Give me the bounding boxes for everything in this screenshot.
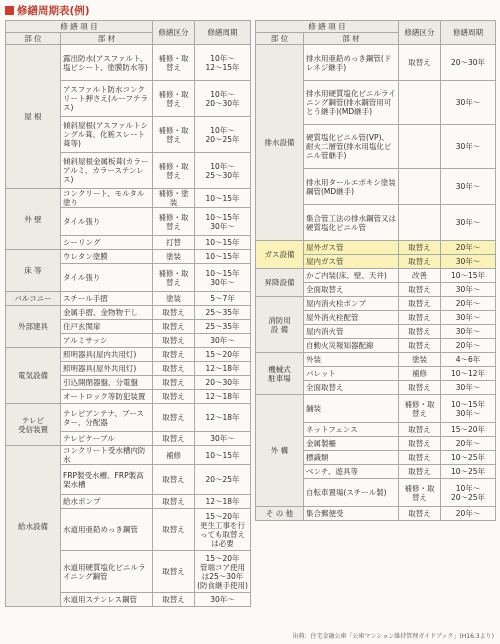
kind-cell: 補修・塗装 (153, 189, 195, 208)
material-cell: シーリング (61, 236, 153, 250)
period-cell: 10年〜 20〜25年 (441, 479, 496, 507)
category-cell: 床 等 (6, 250, 61, 292)
table-row (6, 404, 251, 432)
table-row (6, 45, 251, 81)
kind-cell: 取替え (153, 306, 195, 320)
title-square-icon (5, 6, 14, 15)
material-cell: 露出防水(アスファルト、塩ビシート、塗膜防水等) (61, 45, 153, 81)
kind-cell: 補修・取替え (153, 117, 195, 153)
cycle-table-left (5, 20, 251, 607)
period-cell: 25〜35年 (195, 306, 251, 320)
period-cell: 10年〜 25〜30年 (195, 153, 251, 189)
period-cell: 20〜30年 (195, 376, 251, 390)
kind-cell: 取替え (399, 325, 441, 339)
header-part: 部 位 (6, 33, 61, 45)
kind-cell: 取替え (153, 320, 195, 334)
category-cell: 機械式 駐車場 (256, 353, 304, 395)
category-cell: 屋 根 (6, 45, 61, 189)
period-cell: 30年〜 (441, 311, 496, 325)
kind-cell: 取替え (153, 593, 195, 607)
period-cell: 30年〜 (441, 169, 496, 205)
material-cell: 屋内消火管 (304, 325, 399, 339)
period-cell: 30年〜 (441, 255, 496, 269)
kind-cell: 補修・取替え (153, 153, 195, 189)
kind-cell: 取替え (399, 297, 441, 311)
material-cell: 屋外消火栓配管 (304, 311, 399, 325)
material-cell: テレビアンテナ、ブースター、分配器 (61, 404, 153, 432)
period-cell: 30年〜 (195, 593, 251, 607)
kind-cell (399, 205, 441, 241)
period-cell: 20〜25年 (195, 465, 251, 495)
kind-cell: 補修・取替え (153, 208, 195, 236)
period-cell: 12〜18年 (195, 495, 251, 509)
period-cell: 12〜18年 (195, 404, 251, 432)
material-cell: 排水用タールエポキシ塗装鋼管(MD継手) (304, 169, 399, 205)
period-cell: 4〜6年 (441, 353, 496, 367)
kind-cell: 補修 (399, 367, 441, 381)
kind-cell: 打替 (153, 236, 195, 250)
header-item: 修 繕 項 目 (256, 21, 399, 33)
period-cell: 30年〜 (441, 125, 496, 169)
table-row (256, 241, 496, 255)
header-period: 修繕周期 (441, 21, 496, 45)
kind-cell: 補修・取替え (399, 479, 441, 507)
kind-cell: 取替え (153, 376, 195, 390)
material-cell: ベンチ、遊具等 (304, 465, 399, 479)
period-cell: 12〜18年 (195, 362, 251, 376)
period-cell: 15〜20年 管端コア使用は25〜30年 (防食継手使用) (195, 551, 251, 593)
table-row (6, 306, 251, 320)
kind-cell: 改善 (399, 269, 441, 283)
table-row (256, 269, 496, 283)
category-cell: 昇降設備 (256, 269, 304, 297)
material-cell: 屋内消火栓ポンプ (304, 297, 399, 311)
period-cell: 20年〜 (441, 297, 496, 311)
kind-cell: 取替え (153, 362, 195, 376)
kind-cell (399, 169, 441, 205)
period-cell: 10年〜 20〜30年 (195, 81, 251, 117)
period-cell: 30年〜 (441, 381, 496, 395)
table-row (6, 250, 251, 264)
material-cell: 硬質塩化ビニル管(VP)、耐火二層管(排水用塩化ビニル管継手) (304, 125, 399, 169)
material-cell: 金属手摺、金物物干し (61, 306, 153, 320)
kind-cell: 補修 (153, 446, 195, 465)
material-cell: かご内装(床、壁、天井) (304, 269, 399, 283)
table-row (256, 353, 496, 367)
material-cell: 住戸玄関扉 (61, 320, 153, 334)
kind-cell: 取替え (399, 241, 441, 255)
material-cell: 水道用亜鉛めっき鋼管 (61, 509, 153, 551)
period-cell: 10〜15年 (441, 269, 496, 283)
table-row (256, 395, 496, 423)
kind-cell (399, 81, 441, 125)
kind-cell: 取替え (153, 509, 195, 551)
header-part: 部 位 (256, 33, 304, 45)
kind-cell: 取替え (153, 432, 195, 446)
material-cell: 照明器具(屋外共用灯) (61, 362, 153, 376)
table-row (6, 348, 251, 362)
material-cell: アルミサッシ (61, 334, 153, 348)
kind-cell: 取替え (399, 437, 441, 451)
material-cell: ウレタン塗膜 (61, 250, 153, 264)
period-cell: 10〜12年 (441, 367, 496, 381)
period-cell: 15〜20年 更生工事を行っても取替えは必要 (195, 509, 251, 551)
period-cell: 10〜15年 (195, 446, 251, 465)
material-cell: 水道用硬質塩化ビニルライニング鋼管 (61, 551, 153, 593)
period-cell: 15〜20年 (441, 423, 496, 437)
period-cell: 10年〜 12〜15年 (195, 45, 251, 81)
source-note: 出典：住宅金融公庫「公庫マンション維持管理ガイドブック」(H16.3より) (292, 633, 494, 640)
table-row (6, 446, 251, 465)
material-cell: 傾斜屋根(アスファルトシングル葺、化粧スレート葺等) (61, 117, 153, 153)
material-cell: コンクリート受水槽内防水 (61, 446, 153, 465)
period-cell: 20〜30年 (441, 45, 496, 81)
period-cell: 10〜15年 30年〜 (441, 395, 496, 423)
period-cell: 30年〜 (441, 81, 496, 125)
period-cell: 10年〜 20〜25年 (195, 117, 251, 153)
period-cell: 15〜20年 (195, 348, 251, 362)
material-cell: 全面取替え (304, 283, 399, 297)
kind-cell: 取替え (153, 334, 195, 348)
category-cell: 排水設備 (256, 45, 304, 241)
material-cell: テレビケーブル (61, 432, 153, 446)
material-cell: 屋外ガス管 (304, 241, 399, 255)
material-cell: 給水ポンプ (61, 495, 153, 509)
category-cell: 外 壁 (6, 189, 61, 250)
table-row (6, 189, 251, 208)
period-cell: 10〜25年 (441, 465, 496, 479)
period-cell: 30年〜 (441, 205, 496, 241)
kind-cell: 塗装 (153, 250, 195, 264)
material-cell: 排水用硬質塩化ビニルライニング鋼管(排水鋼管用可とう継手)(MD継手) (304, 81, 399, 125)
material-cell: 金属製柵 (304, 437, 399, 451)
category-cell: 電気設備 (6, 348, 61, 404)
category-cell: バルコニー (6, 292, 61, 306)
period-cell: 20年〜 (441, 241, 496, 255)
period-cell: 20年〜 (441, 339, 496, 353)
kind-cell: 取替え (153, 348, 195, 362)
period-cell: 10〜15年 (195, 189, 251, 208)
kind-cell: 取替え (399, 507, 441, 521)
header-kind: 修繕区分 (153, 21, 195, 45)
header-item: 修 繕 項 目 (6, 21, 153, 33)
kind-cell: 取替え (399, 283, 441, 297)
page-title (5, 3, 90, 17)
material-cell: 集合管工法の排水鋼管又は硬質塩化ビニル管 (304, 205, 399, 241)
period-cell: 5〜7年 (195, 292, 251, 306)
material-cell: 水道用ステンレス鋼管 (61, 593, 153, 607)
category-cell: ガス設備 (256, 241, 304, 269)
period-cell: 10〜25年 (441, 451, 496, 465)
category-cell: 外部建具 (6, 306, 61, 348)
period-cell: 10〜15年 30年〜 (195, 208, 251, 236)
kind-cell: 塗装 (153, 292, 195, 306)
header-material: 部 材 (61, 33, 153, 45)
material-cell: 傾斜屋根金属板葺(カラーアルミ、カラーステンレス) (61, 153, 153, 189)
period-cell: 10〜15年 30年〜 (195, 264, 251, 292)
header-material: 部 材 (304, 33, 399, 45)
table-row (6, 292, 251, 306)
material-cell: 屋内ガス管 (304, 255, 399, 269)
kind-cell: 取替え (399, 311, 441, 325)
kind-cell: 取替え (153, 495, 195, 509)
material-cell: 自転車置場(スチール製) (304, 479, 399, 507)
kind-cell: 補修・取替え (153, 45, 195, 81)
kind-cell: 取替え (153, 404, 195, 432)
table-row (256, 45, 496, 81)
period-cell: 10〜15年 (195, 250, 251, 264)
title-text: 修繕周期表(例) (17, 4, 90, 17)
material-cell: 排水用亜鉛めっき鋼管(ドレネジ継手) (304, 45, 399, 81)
category-cell: 給水設備 (6, 446, 61, 607)
cycle-table-right (255, 20, 496, 521)
period-cell: 20年〜 (441, 437, 496, 451)
material-cell: コンクリート、モルタル塗り (61, 189, 153, 208)
period-cell: 20年〜 (441, 507, 496, 521)
period-cell: 25〜35年 (195, 320, 251, 334)
material-cell: 自動火災報知器配線 (304, 339, 399, 353)
header-period: 修繕周期 (195, 21, 251, 45)
material-cell: 外装 (304, 353, 399, 367)
kind-cell: 補修・取替え (399, 395, 441, 423)
material-cell: ネットフェンス (304, 423, 399, 437)
period-cell: 10〜15年 (195, 236, 251, 250)
kind-cell: 取替え (153, 465, 195, 495)
kind-cell: 塗装 (399, 353, 441, 367)
material-cell: オートロック等防犯装置 (61, 390, 153, 404)
period-cell: 30年〜 (195, 432, 251, 446)
kind-cell: 取替え (399, 45, 441, 81)
material-cell: 集合郵便受 (304, 507, 399, 521)
category-cell: 外 構 (256, 395, 304, 507)
material-cell: 標識類 (304, 451, 399, 465)
period-cell: 30年〜 (195, 334, 251, 348)
kind-cell: 取替え (399, 381, 441, 395)
category-cell: そ の 他 (256, 507, 304, 521)
table-row (256, 507, 496, 521)
material-cell: FRP製受水槽、FRP製高架水槽 (61, 465, 153, 495)
kind-cell: 取替え (399, 255, 441, 269)
kind-cell: 補修・取替え (153, 81, 195, 117)
material-cell: 舗装 (304, 395, 399, 423)
material-cell: アスファルト防水コンクリート押さえ(ルーフテラス) (61, 81, 153, 117)
kind-cell: 取替え (153, 551, 195, 593)
kind-cell: 取替え (153, 390, 195, 404)
period-cell: 30年〜 (441, 325, 496, 339)
kind-cell (399, 125, 441, 169)
material-cell: 全面取替え (304, 381, 399, 395)
material-cell: タイル張り (61, 208, 153, 236)
kind-cell: 取替え (399, 339, 441, 353)
material-cell: スチール手摺 (61, 292, 153, 306)
category-cell: テレビ 受信装置 (6, 404, 61, 446)
material-cell: パレット (304, 367, 399, 381)
material-cell: 引込開閉器盤、分電盤 (61, 376, 153, 390)
kind-cell: 取替え (399, 451, 441, 465)
period-cell: 12〜18年 (195, 390, 251, 404)
kind-cell: 取替え (399, 465, 441, 479)
material-cell: タイル張り (61, 264, 153, 292)
period-cell: 30年〜 (441, 283, 496, 297)
header-kind: 修繕区分 (399, 21, 441, 45)
material-cell: 照明器具(屋内共用灯) (61, 348, 153, 362)
kind-cell: 補修・取替え (153, 264, 195, 292)
table-row (256, 297, 496, 311)
category-cell: 消防用 設 備 (256, 297, 304, 353)
kind-cell: 取替え (399, 423, 441, 437)
